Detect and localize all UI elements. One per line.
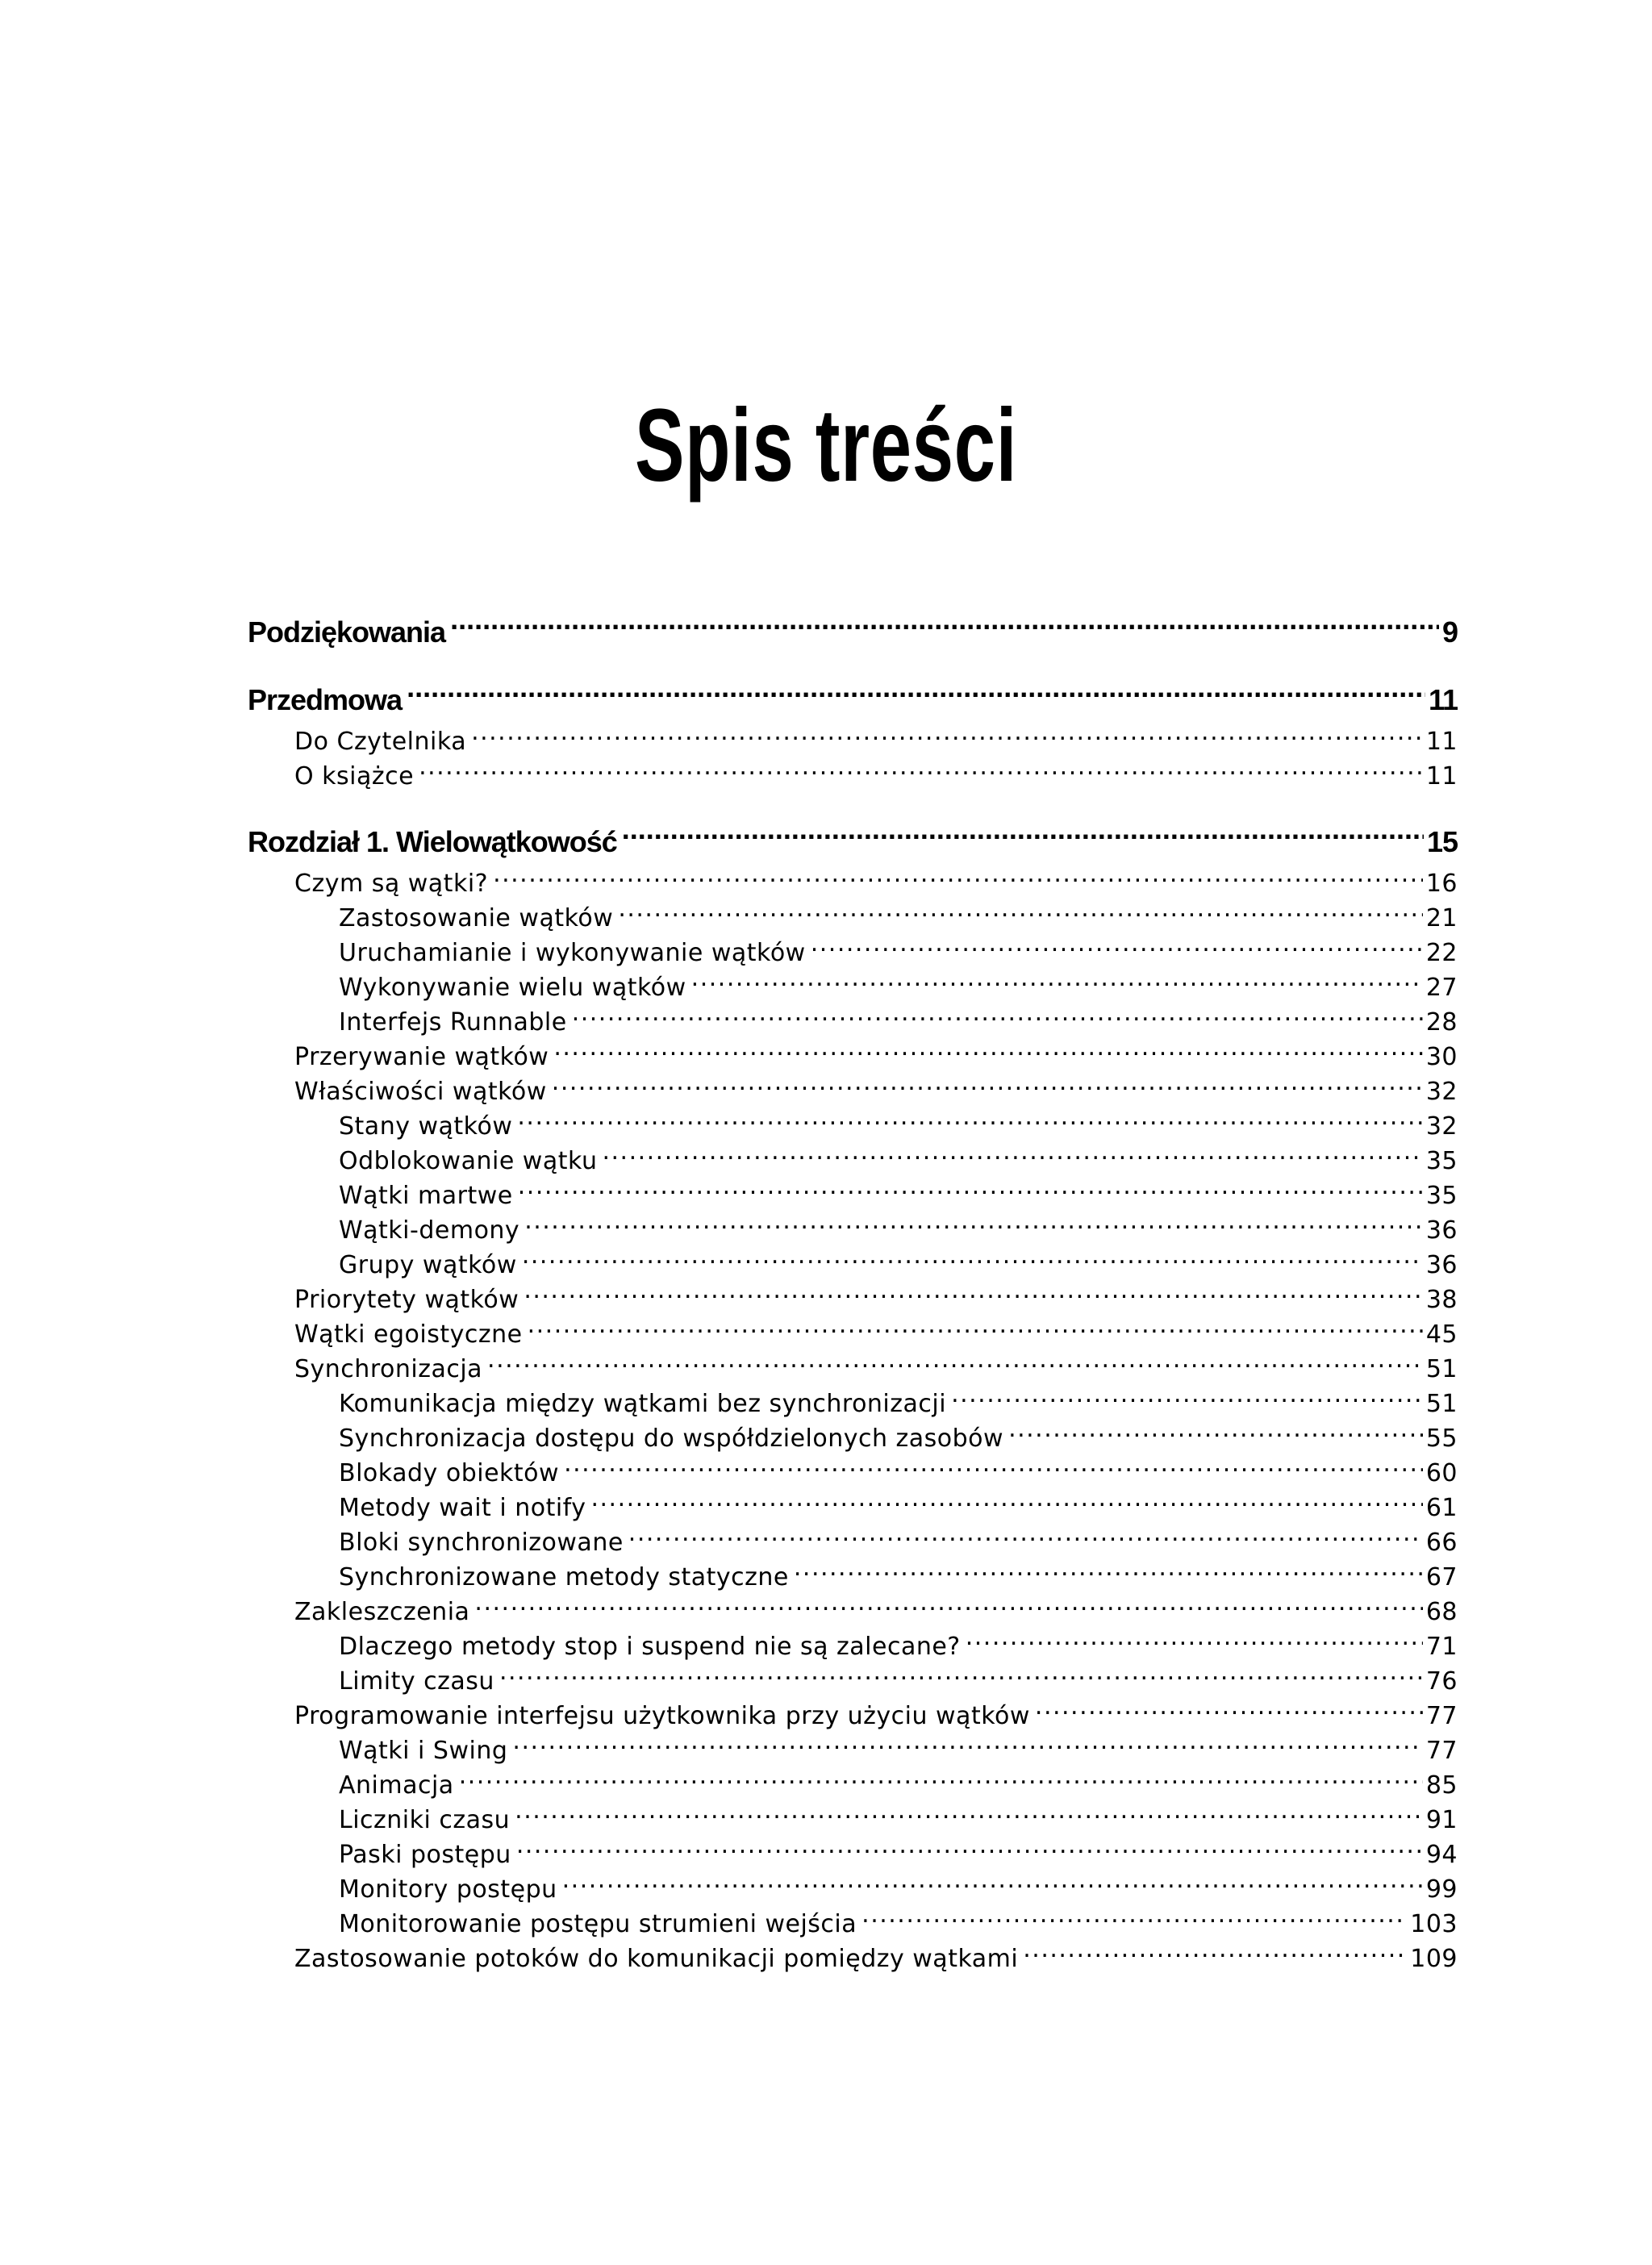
toc-entry[interactable] — [248, 1412, 1458, 1453]
toc-entry[interactable] — [248, 1585, 1458, 1626]
toc-entry[interactable] — [248, 1134, 1458, 1175]
dot-leader — [419, 749, 1423, 784]
toc-page-number: 94 — [1425, 1841, 1458, 1869]
toc-page-number: 32 — [1425, 1078, 1458, 1106]
toc-entry[interactable] — [248, 1481, 1458, 1522]
toc-entry-title: Wątki i Swing — [339, 1737, 508, 1765]
toc-page-number: 36 — [1425, 1251, 1458, 1279]
toc-entry-title: Odblokowanie wątku — [339, 1147, 598, 1175]
toc-entry-title: Podziękowania — [248, 615, 446, 649]
dot-leader — [471, 715, 1423, 749]
toc-entry-title: Blokady obiektów — [339, 1459, 560, 1487]
toc-page-number: 109 — [1410, 1945, 1458, 1973]
dot-leader — [951, 1377, 1423, 1412]
toc-page-number: 85 — [1425, 1771, 1458, 1800]
toc-page-number: 77 — [1425, 1702, 1458, 1730]
toc-entry-title: Synchronizacja dostępu do współdzielonych zasobów — [339, 1424, 1004, 1453]
dot-leader — [518, 1169, 1423, 1203]
toc-entry[interactable] — [248, 857, 1458, 898]
toc-entry[interactable] — [248, 1654, 1458, 1696]
toc-entry-title: Synchronizowane metody statyczne — [339, 1563, 789, 1591]
toc-entry-title: Paski postępu — [339, 1841, 511, 1869]
dot-leader — [524, 1203, 1423, 1238]
toc-entry-title: Metody wait i notify — [339, 1494, 586, 1522]
toc-page-number: 11 — [1425, 762, 1458, 790]
dot-leader — [618, 891, 1423, 926]
toc-page-number: 15 — [1426, 825, 1458, 858]
dot-leader — [562, 1862, 1423, 1897]
toc-page-number: 67 — [1425, 1563, 1458, 1591]
toc-page-number: 103 — [1410, 1910, 1458, 1938]
toc-page-number: 32 — [1425, 1112, 1458, 1141]
toc-page-number: 38 — [1425, 1286, 1458, 1314]
toc-entry-title: Zastosowanie potoków do komunikacji pomiędzy wątkami — [294, 1945, 1019, 1973]
toc-page-number: 11 — [1428, 683, 1458, 716]
toc-entry[interactable] — [248, 1862, 1458, 1904]
toc-page-number: 91 — [1425, 1806, 1458, 1834]
toc-entry[interactable] — [248, 1620, 1458, 1661]
toc-page-number: 35 — [1425, 1182, 1458, 1210]
toc-page-number: 16 — [1425, 870, 1458, 898]
dot-leader — [861, 1897, 1407, 1932]
toc-chapter-entry[interactable] — [248, 807, 1458, 858]
dot-leader — [691, 961, 1423, 995]
toc-entry[interactable] — [248, 1342, 1458, 1383]
dot-leader — [524, 1273, 1422, 1308]
dot-leader — [628, 1516, 1423, 1550]
toc-page-number: 36 — [1425, 1216, 1458, 1245]
toc-entry[interactable] — [248, 1099, 1458, 1141]
toc-entry[interactable] — [248, 1446, 1458, 1487]
toc-entry-title: O książce — [294, 762, 415, 790]
toc-entry-title: Czym są wątki? — [294, 870, 489, 898]
dot-leader — [564, 1446, 1423, 1481]
dot-leader — [487, 1342, 1423, 1377]
dot-leader — [493, 857, 1423, 891]
toc-entry-title: Komunikacja między wątkami bez synchronizacji — [339, 1390, 947, 1418]
toc-entry[interactable] — [248, 1516, 1458, 1557]
toc-page-number: 61 — [1425, 1494, 1458, 1522]
dot-leader — [474, 1585, 1422, 1620]
dot-leader — [512, 1724, 1422, 1758]
dot-leader — [966, 1620, 1423, 1654]
dot-leader — [811, 926, 1423, 961]
toc-page-number: 51 — [1425, 1355, 1458, 1383]
dot-leader — [553, 1030, 1422, 1065]
toc-entry[interactable] — [248, 1550, 1458, 1591]
toc-entry[interactable] — [248, 1238, 1458, 1279]
toc-entry-title: Stany wątków — [339, 1112, 513, 1141]
toc-entry-title: Zastosowanie wątków — [339, 904, 614, 932]
toc-entry-title: Bloki synchronizowane — [339, 1529, 624, 1557]
toc-page-number: 55 — [1425, 1424, 1458, 1453]
toc-entry[interactable] — [248, 1030, 1458, 1071]
toc-entry-title: Limity czasu — [339, 1667, 494, 1696]
toc-page-number: 76 — [1425, 1667, 1458, 1696]
toc-entry-title: Programowanie interfejsu użytkownika przy użyciu wątków — [294, 1702, 1030, 1730]
toc-entry-title: Dlaczego metody stop i suspend nie są zalecane? — [339, 1633, 961, 1661]
dot-leader — [522, 1238, 1423, 1273]
toc-page-number: 99 — [1425, 1875, 1458, 1904]
toc-page-number: 21 — [1425, 904, 1458, 932]
toc-entry-title: Interfejs Runnable — [339, 1008, 567, 1037]
toc-chapter-entry[interactable] — [248, 665, 1458, 716]
toc-entry[interactable] — [248, 1758, 1458, 1800]
toc-entry[interactable] — [248, 1932, 1458, 1973]
toc-entry-title: Priorytety wątków — [294, 1286, 519, 1314]
toc-entry[interactable] — [248, 961, 1458, 1002]
toc-entry[interactable] — [248, 1689, 1458, 1730]
toc-entry-title: Przerywanie wątków — [294, 1043, 549, 1071]
toc-entry-title: Animacja — [339, 1771, 454, 1800]
toc-entry[interactable] — [248, 715, 1458, 756]
toc-entry-title: Uruchamianie i wykonywanie wątków — [339, 939, 806, 967]
dot-leader — [528, 1308, 1423, 1342]
dot-leader — [1035, 1689, 1423, 1724]
toc-page-number: 60 — [1425, 1459, 1458, 1487]
toc-page-number: 11 — [1425, 728, 1458, 756]
toc-page-number: 66 — [1425, 1529, 1458, 1557]
dot-leader — [590, 1481, 1422, 1516]
toc-entry[interactable] — [248, 1897, 1458, 1938]
toc-page-number: 68 — [1425, 1598, 1458, 1626]
table-of-contents — [248, 597, 1458, 1973]
dot-leader — [459, 1758, 1423, 1793]
toc-page-number: 28 — [1425, 1008, 1458, 1037]
dot-leader — [552, 1065, 1423, 1099]
toc-page-number: 51 — [1425, 1390, 1458, 1418]
toc-entry[interactable] — [248, 891, 1458, 932]
toc-entry[interactable] — [248, 749, 1458, 790]
toc-entry-title: Synchronizacja — [294, 1355, 483, 1383]
toc-entry[interactable] — [248, 1377, 1458, 1418]
toc-entry-title: Monitory postępu — [339, 1875, 557, 1904]
toc-page-number: 77 — [1425, 1737, 1458, 1765]
toc-entry[interactable] — [248, 1308, 1458, 1349]
toc-entry-title: Wykonywanie wielu wątków — [339, 974, 686, 1002]
dot-leader — [515, 1793, 1423, 1828]
toc-page-number: 71 — [1425, 1633, 1458, 1661]
toc-entry-title: Przedmowa — [248, 683, 403, 716]
toc-page-number: 45 — [1425, 1320, 1458, 1349]
toc-entry[interactable] — [248, 995, 1458, 1037]
toc-page-number: 22 — [1425, 939, 1458, 967]
toc-entry-title: Wątki egoistyczne — [294, 1320, 523, 1349]
toc-page-number: 27 — [1425, 974, 1458, 1002]
toc-page-number: 35 — [1425, 1147, 1458, 1175]
dot-leader — [407, 665, 1425, 710]
dot-leader — [622, 807, 1424, 852]
dot-leader — [517, 1099, 1422, 1134]
dot-leader — [602, 1134, 1422, 1169]
toc-entry-title: Liczniki czasu — [339, 1806, 511, 1834]
toc-entry[interactable] — [248, 1724, 1458, 1765]
toc-entry[interactable] — [248, 1169, 1458, 1210]
dot-leader — [1008, 1412, 1423, 1446]
toc-page-number: 30 — [1425, 1043, 1458, 1071]
toc-entry-title: Do Czytelnika — [294, 728, 467, 756]
toc-entry-title: Rozdział 1. Wielowątkowość — [248, 825, 617, 858]
toc-entry-title: Grupy wątków — [339, 1251, 517, 1279]
toc-entry[interactable] — [248, 1065, 1458, 1106]
dot-leader — [450, 597, 1439, 642]
dot-leader — [499, 1654, 1423, 1689]
toc-entry[interactable] — [248, 1273, 1458, 1314]
toc-entry-title: Monitorowanie postępu strumieni wejścia — [339, 1910, 857, 1938]
dot-leader — [1023, 1932, 1407, 1967]
toc-entry[interactable] — [248, 1203, 1458, 1245]
toc-entry[interactable] — [248, 1828, 1458, 1869]
toc-entry-title: Właściwości wątków — [294, 1078, 547, 1106]
dot-leader — [572, 995, 1423, 1030]
toc-entry[interactable] — [248, 926, 1458, 967]
toc-entry-title: Wątki-demony — [339, 1216, 520, 1245]
toc-chapter-entry[interactable] — [248, 597, 1458, 649]
toc-entry-title: Wątki martwe — [339, 1182, 513, 1210]
toc-entry[interactable] — [248, 1793, 1458, 1834]
dot-leader — [794, 1550, 1423, 1585]
page-title: Spis treści — [634, 388, 1018, 503]
toc-entry-title: Zakleszczenia — [294, 1598, 470, 1626]
dot-leader — [516, 1828, 1423, 1862]
toc-section-gap — [248, 784, 1458, 807]
toc-page-number: 9 — [1441, 615, 1458, 649]
